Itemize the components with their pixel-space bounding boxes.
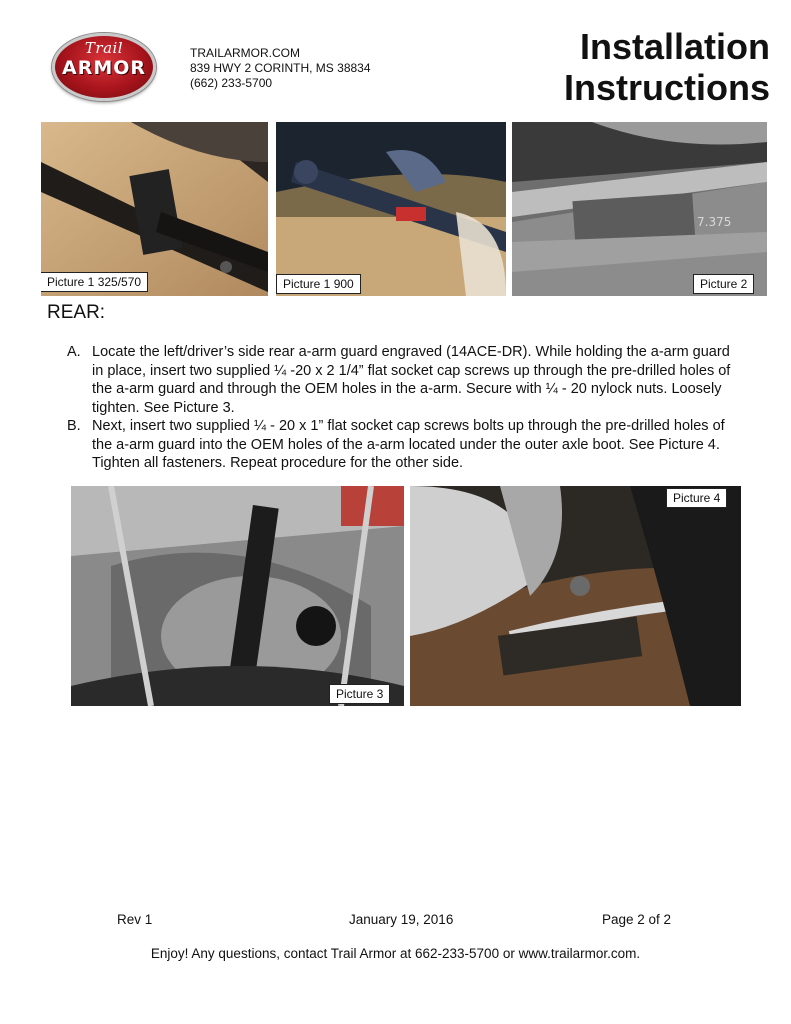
company-website: TRAILARMOR.COM [190,46,301,60]
instruction-steps [67,343,737,473]
caption-picture-4: Picture 4 [666,488,727,508]
caption-picture-2: Picture 2 [693,274,754,294]
step-marker: A. [67,344,81,360]
footer-date: January 19, 2016 [349,912,454,927]
caption-picture-3: Picture 3 [329,684,390,704]
step-text: Next, insert two supplied ¼ - 20 x 1” flat socket cap screws bolts up through the pre-drilled holes of the a-arm guard into the OEM holes of the a-arm located under the outer axle boot. See Picture 4. Tighten all fasteners. Repeat procedure for the other side. [92,418,725,471]
instruction-step-b [67,417,737,473]
title-line-2: Instructions [563,67,770,108]
photo-image-1 [41,122,268,296]
photo-image-3 [512,122,767,296]
step-text: Locate the left/driver’s side rear a-arm guard engraved (14ACE-DR). While holding the a-arm guard in place, insert two supplied ¼ -20 x 2 1/4” flat socket cap screws up through the pre-drilled holes of the a-arm guard and through the OEM holes in the a-arm. Secure with ¼ - 20 nylock nuts. Loosely tighten. See Picture 3. [92,344,731,416]
trail-armor-logo [52,33,156,101]
company-address: 839 HWY 2 CORINTH, MS 38834 [190,61,371,75]
photo-image-4 [71,486,404,706]
photo-image-2 [276,122,506,296]
caption-picture-1-900: Picture 1 900 [276,274,361,294]
photo-picture-1-325-570 [41,122,268,296]
photo-picture-4 [410,486,741,706]
logo-text-armor: ARMOR [61,57,147,79]
title-line-1: Installation [579,26,770,67]
footer-rev: Rev 1 [117,912,153,927]
photo-picture-2 [512,122,767,296]
photo-picture-3 [71,486,404,706]
section-heading-rear: REAR: [47,302,106,323]
engraving-text: 7.375 [697,215,732,229]
photo-picture-1-900 [276,122,506,296]
footer-page-number: Page 2 of 2 [602,912,672,927]
page-title [564,26,770,108]
caption-picture-1-325-570: Picture 1 325/570 [41,272,148,292]
photo-image-5 [410,486,741,706]
company-contact-block [190,46,371,91]
logo-text-trail: Trail [84,39,124,57]
step-marker: B. [67,418,81,434]
footer-contact-note: Enjoy! Any questions, contact Trail Armor at 662-233-5700 or www.trailarmor.com. [150,946,641,961]
company-phone: (662) 233-5700 [190,76,273,90]
instruction-step-a [67,343,737,417]
